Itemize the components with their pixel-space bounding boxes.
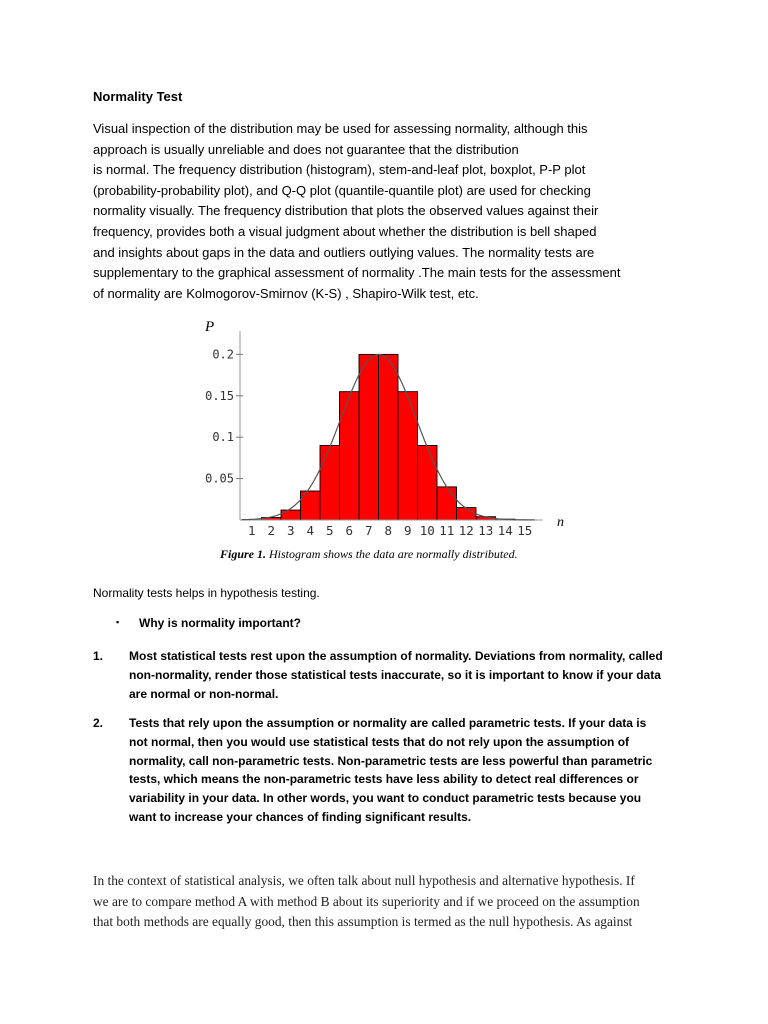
histogram-bar bbox=[418, 445, 438, 520]
item-line: Most statistical tests rest upon the assumption of normality. Deviations from normality, called bbox=[129, 649, 663, 663]
closing-line: In the context of statistical analysis, we often talk about null hypothesis and alternative hypothesis. If bbox=[93, 873, 635, 888]
intro-line: (probability-probability plot), and Q-Q plot (quantile-quantile plot) are used for checking bbox=[93, 182, 591, 198]
histogram-bar bbox=[457, 508, 477, 520]
y-tick-label: 0.1 bbox=[212, 430, 234, 445]
x-tick-label: 14 bbox=[497, 523, 513, 538]
x-tick-label: 8 bbox=[384, 523, 393, 538]
y-tick-label: 0.15 bbox=[205, 388, 234, 403]
intro-line: frequency, provides both a visual judgment about whether the distribution is bell shaped bbox=[93, 223, 597, 239]
x-tick-label: 2 bbox=[267, 523, 276, 538]
intro-paragraph bbox=[93, 119, 683, 304]
item-line: variability in your data. In other words, you want to conduct parametric tests because you bbox=[129, 791, 642, 806]
histogram-bar bbox=[379, 354, 399, 520]
x-tick-label: 9 bbox=[403, 523, 412, 538]
x-tick-label: 7 bbox=[364, 523, 373, 538]
item-text bbox=[129, 714, 689, 827]
intro-line: Visual inspection of the distribution may be used for assessing normality, although this bbox=[93, 121, 588, 136]
histogram-bar bbox=[437, 487, 457, 520]
intro-line: is normal. The frequency distribution (histogram), stem-and-leaf plot, boxplot, P-P plot bbox=[93, 162, 586, 178]
y-tick-label: 0.05 bbox=[205, 471, 234, 486]
bullet-heading bbox=[116, 616, 301, 630]
item-line: normality, call non-parametric tests. Non-parametric tests are less powerful than parametric bbox=[129, 753, 653, 768]
item-line: not normal, then you would use statistical tests that do not rely upon the assumption of bbox=[129, 734, 630, 749]
item-line: Tests that rely upon the assumption or normality are called parametric tests. If your data is bbox=[129, 716, 647, 730]
item-number: 1. bbox=[93, 649, 104, 663]
x-tick-label: 11 bbox=[439, 523, 455, 538]
histogram-bar bbox=[340, 392, 360, 520]
histogram-bar bbox=[359, 354, 379, 520]
x-tick-label: 15 bbox=[517, 523, 533, 538]
intro-line: of normality are Kolmogorov-Smirnov (K-S) , Shapiro-Wilk test, etc. bbox=[93, 285, 479, 301]
x-tick-label: 6 bbox=[345, 523, 354, 538]
x-tick-label: 10 bbox=[419, 523, 435, 538]
histogram-chart bbox=[195, 316, 575, 546]
x-tick-label: 3 bbox=[286, 523, 295, 538]
bullet-square-icon: ▪ bbox=[116, 617, 120, 627]
item-line: tests, which means the non-parametric tests have less ability to detect real differences or bbox=[129, 772, 639, 787]
closing-line: that both methods are equally good, then this assumption is termed as the null hypothesis. As against bbox=[93, 914, 633, 929]
x-tick-label: 4 bbox=[306, 523, 315, 538]
item-line: non-normality, render those statistical tests inaccurate, so it is important to know if your data bbox=[129, 667, 661, 682]
histogram-bar bbox=[320, 445, 340, 520]
x-tick-label: 12 bbox=[458, 523, 474, 538]
intro-line: supplementary to the graphical assessment of normality .The main tests for the assessment bbox=[93, 265, 621, 281]
intro-line: normality visually. The frequency distribution that plots the observed values against their bbox=[93, 203, 599, 219]
intro-line: and insights about gaps in the data and outliers outlying values. The normality tests are bbox=[93, 244, 595, 260]
hypothesis-note: Normality tests helps in hypothesis testing. bbox=[93, 586, 320, 600]
x-tick-label: 5 bbox=[325, 523, 334, 538]
caption-text: Histogram shows the data are normally distributed. bbox=[269, 547, 518, 561]
histogram-bar bbox=[301, 491, 321, 520]
figure-caption bbox=[220, 547, 518, 562]
item-number: 2. bbox=[93, 716, 104, 730]
intro-line: approach is usually unreliable and does not guarantee that the distribution bbox=[93, 141, 519, 157]
item-line: want to increase your chances of finding significant results. bbox=[129, 809, 472, 824]
item-text bbox=[129, 647, 689, 703]
bullet-text: Why is normality important? bbox=[139, 616, 302, 630]
x-tick-label: 1 bbox=[247, 523, 256, 538]
closing-paragraph bbox=[93, 871, 683, 933]
x-axis-label: n bbox=[557, 515, 564, 530]
item-line: are normal or non-normal. bbox=[129, 686, 279, 701]
caption-label: Figure 1. bbox=[220, 547, 267, 561]
y-tick-label: 0.2 bbox=[212, 347, 234, 362]
histogram-bar bbox=[398, 392, 418, 520]
closing-line: we are to compare method A with method B about its superiority and if we proceed on the assumption bbox=[93, 893, 640, 909]
section-title: Normality Test bbox=[93, 89, 183, 104]
y-axis-label: P bbox=[205, 319, 215, 335]
histogram-figure bbox=[195, 316, 575, 571]
x-tick-label: 13 bbox=[478, 523, 494, 538]
histogram-bar bbox=[281, 510, 301, 520]
